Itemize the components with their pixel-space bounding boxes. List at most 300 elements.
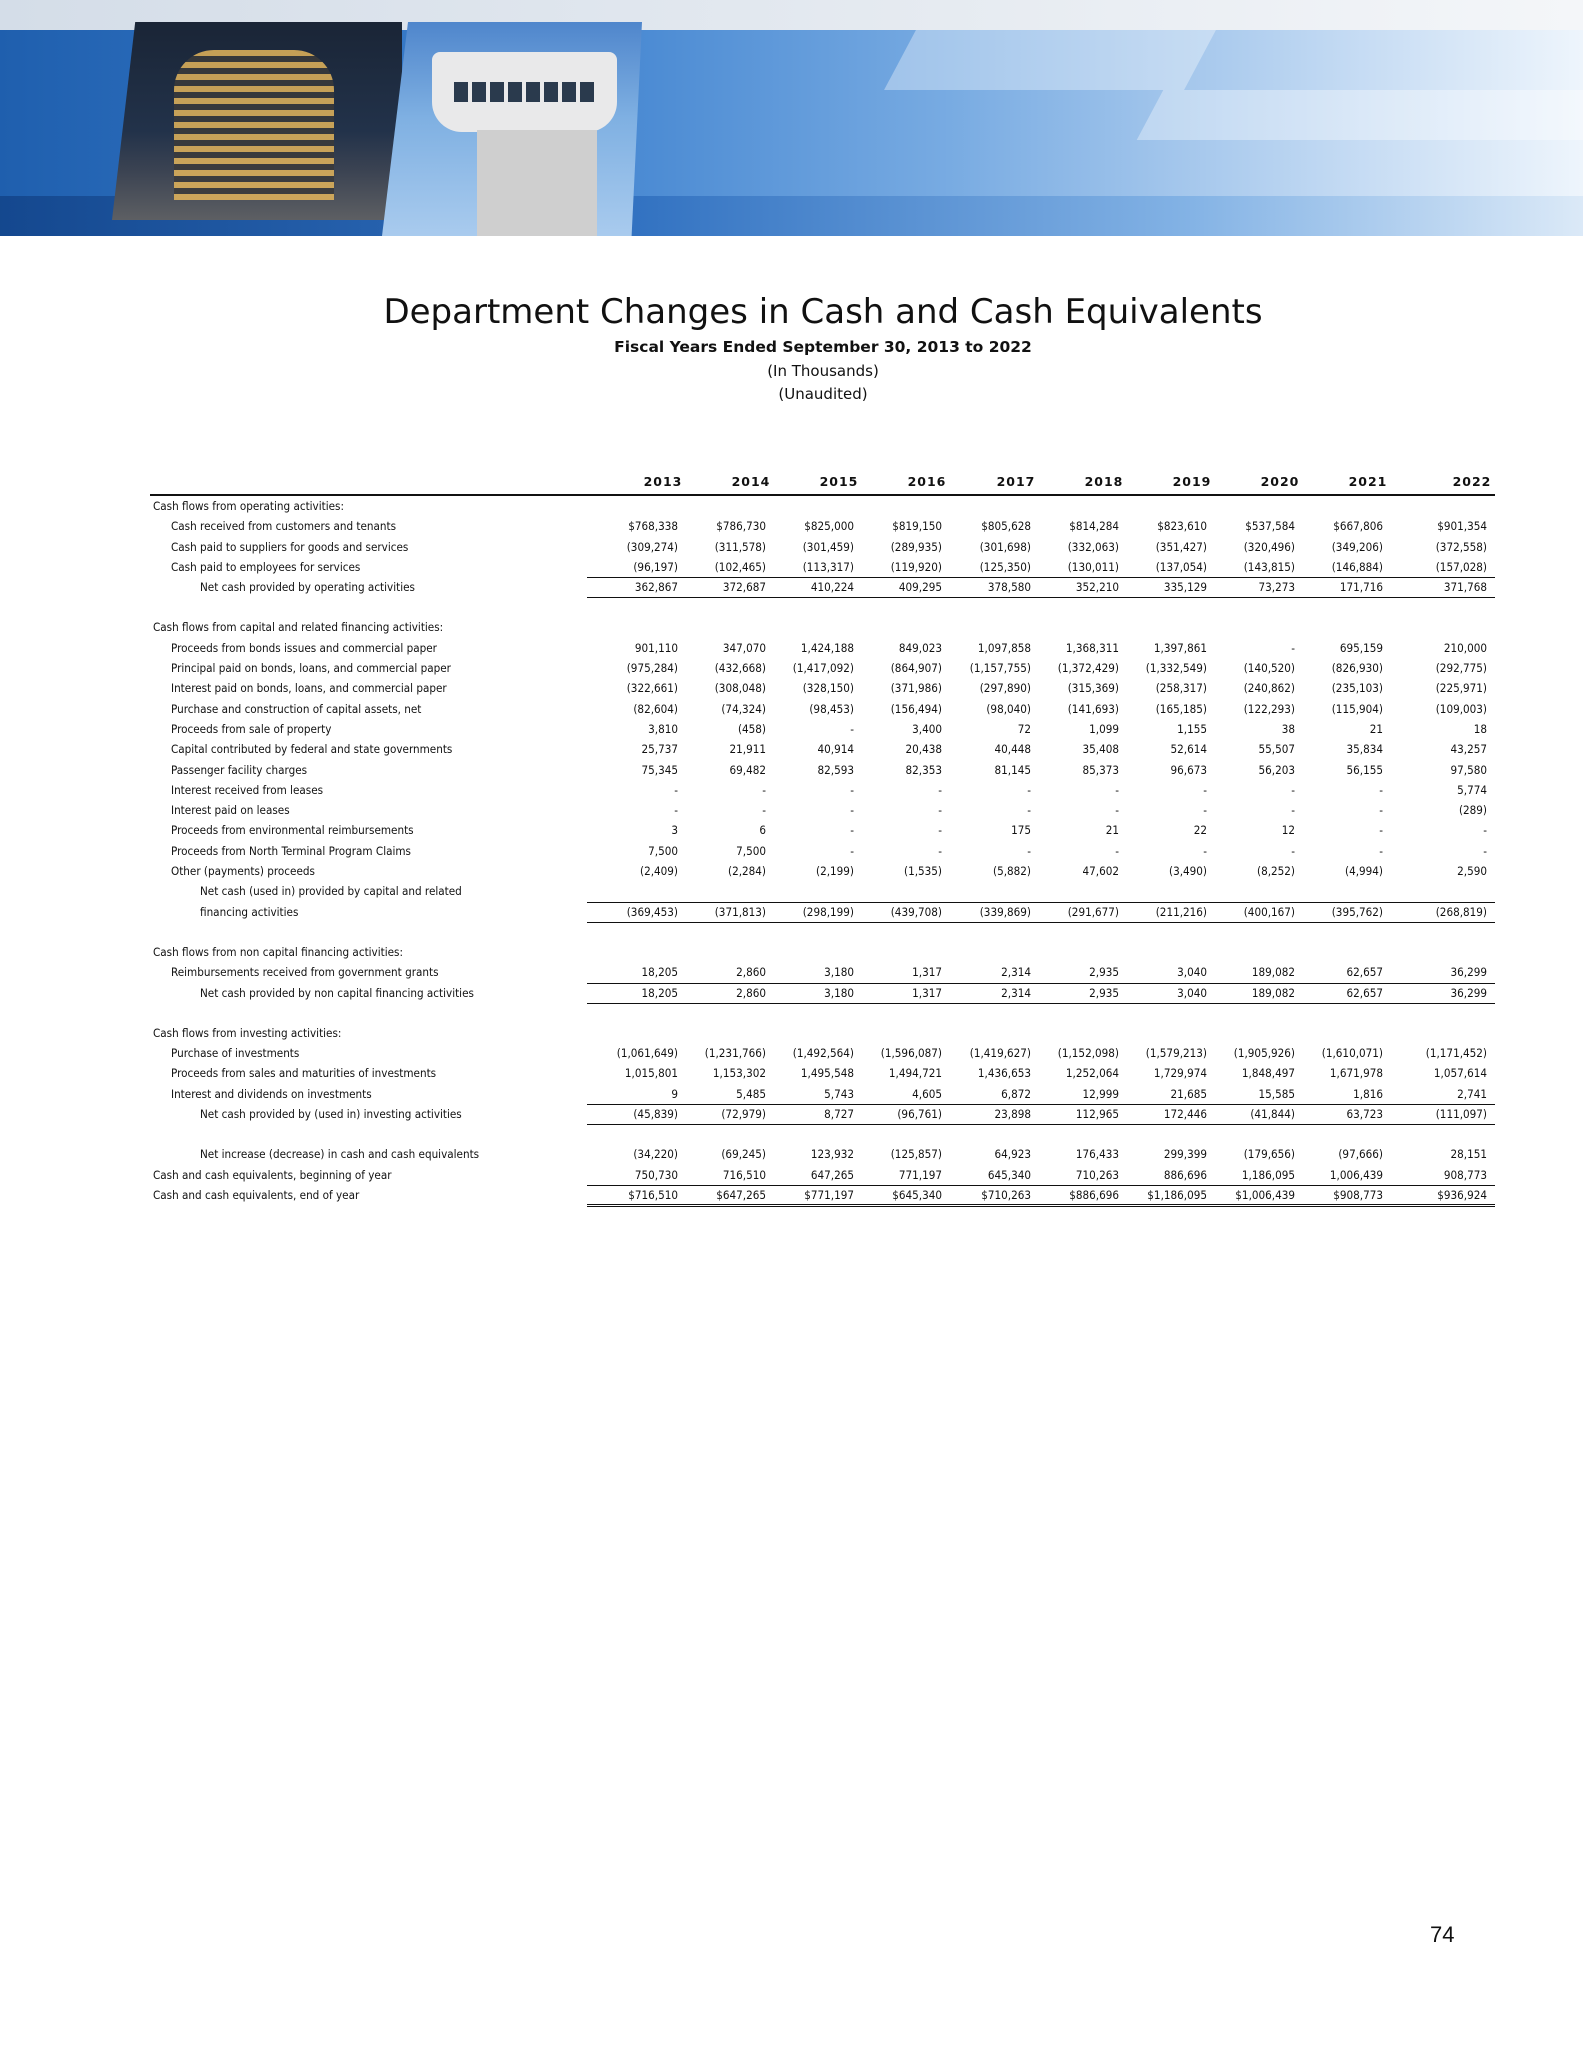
cell-2021: 695,159 <box>1339 640 1383 655</box>
cell-2019: $823,610 <box>1157 519 1207 534</box>
cell-2014: 5,485 <box>736 1086 766 1101</box>
table-row <box>150 739 1495 759</box>
cell-2018: (291,677) <box>1067 904 1119 919</box>
cell-2022: 28,151 <box>1450 1147 1487 1162</box>
cell-2016: (125,857) <box>890 1147 942 1162</box>
row-label: Cash flows from non capital financing activities: <box>153 944 403 959</box>
cell-2021: (235,103) <box>1331 681 1383 696</box>
cell-2014: 2,860 <box>736 965 766 980</box>
cell-2020: (41,844) <box>1250 1107 1295 1122</box>
cell-2022: $901,354 <box>1437 519 1487 534</box>
cell-2020: - <box>1291 640 1295 655</box>
cell-2022: 36,299 <box>1450 965 1487 980</box>
table-row <box>150 699 1495 719</box>
cell-2018: (1,152,098) <box>1057 1046 1119 1061</box>
cell-2015: 3,180 <box>824 965 854 980</box>
cell-2019: (3,490) <box>1169 864 1207 879</box>
cell-2018: 2,935 <box>1089 985 1119 1000</box>
cell-2020: 38 <box>1281 721 1295 736</box>
cell-2014: 21,911 <box>729 742 766 757</box>
table-row <box>150 658 1495 678</box>
cell-2019: - <box>1203 782 1207 797</box>
cell-2022: (225,971) <box>1435 681 1487 696</box>
cell-2014: (458) <box>737 721 766 736</box>
cell-2021: 62,657 <box>1346 985 1383 1000</box>
row-label: financing activities <box>200 904 299 919</box>
cell-2022: (1,171,452) <box>1425 1046 1487 1061</box>
cell-2019: $1,186,095 <box>1147 1187 1207 1202</box>
total-bottom-rule <box>587 1204 1495 1207</box>
cell-2021: (4,994) <box>1345 864 1383 879</box>
total-row <box>150 902 1495 922</box>
cell-2017: (98,040) <box>986 701 1031 716</box>
cell-2019: 172,446 <box>1163 1107 1207 1122</box>
section-heading-row <box>150 942 1495 962</box>
cell-2016: $819,150 <box>892 519 942 534</box>
cell-2016: 20,438 <box>905 742 942 757</box>
cell-2015: $771,197 <box>804 1187 854 1202</box>
cell-2016: 3,400 <box>912 721 942 736</box>
row-label: Cash paid to suppliers for goods and services <box>171 539 409 554</box>
cell-2015: (328,150) <box>802 681 854 696</box>
cell-2019: 335,129 <box>1163 580 1207 595</box>
cell-2021: - <box>1379 823 1383 838</box>
cell-2014: $647,265 <box>716 1187 766 1202</box>
cell-2016: $645,340 <box>892 1187 942 1202</box>
cell-2019: 299,399 <box>1163 1147 1207 1162</box>
table-row <box>150 557 1495 577</box>
cell-2017: (339,869) <box>979 904 1031 919</box>
cell-2016: - <box>938 803 942 818</box>
cell-2014: 69,482 <box>729 762 766 777</box>
table-row <box>150 516 1495 536</box>
cell-2016: (864,907) <box>890 661 942 676</box>
cell-2014: 347,070 <box>722 640 766 655</box>
row-label: Interest and dividends on investments <box>171 1086 372 1101</box>
total-top-rule <box>587 577 1495 578</box>
cell-2018: (332,063) <box>1067 539 1119 554</box>
cell-2018: (1,372,429) <box>1057 661 1119 676</box>
cell-2014: 2,860 <box>736 985 766 1000</box>
table-row <box>150 861 1495 881</box>
cell-2019: 886,696 <box>1163 1167 1207 1182</box>
row-label: Net cash provided by non capital financing activities <box>200 985 474 1000</box>
cell-2013: 18,205 <box>641 985 678 1000</box>
row-label: Capital contributed by federal and state governments <box>171 742 453 757</box>
year-header-2021: 2021 <box>1348 474 1388 489</box>
cell-2013: (82,604) <box>633 701 678 716</box>
row-label: Interest paid on bonds, loans, and commercial paper <box>171 681 447 696</box>
table-body <box>150 496 1495 1205</box>
cell-2022: 1,057,614 <box>1433 1066 1487 1081</box>
cell-2020: (140,520) <box>1243 661 1295 676</box>
cell-2019: (1,579,213) <box>1145 1046 1207 1061</box>
cell-2020: (240,862) <box>1243 681 1295 696</box>
cell-2021: (349,206) <box>1331 539 1383 554</box>
cell-2018: 1,368,311 <box>1065 640 1119 655</box>
audit-status-note: (Unaudited) <box>778 385 868 403</box>
table-row <box>150 760 1495 780</box>
table-row <box>150 719 1495 739</box>
cell-2014: 716,510 <box>722 1167 766 1182</box>
cell-2022: (289) <box>1458 803 1487 818</box>
year-header-2017: 2017 <box>996 474 1036 489</box>
cell-2018: $814,284 <box>1069 519 1119 534</box>
cell-2018: - <box>1115 782 1119 797</box>
cell-2016: (289,935) <box>890 539 942 554</box>
cell-2020: $537,584 <box>1245 519 1295 534</box>
total-top-rule <box>587 1185 1495 1186</box>
cell-2017: 2,314 <box>1001 985 1031 1000</box>
cell-2014: (74,324) <box>721 701 766 716</box>
cell-2015: (2,199) <box>816 864 854 879</box>
cell-2016: 1,494,721 <box>888 1066 942 1081</box>
cell-2022: 18 <box>1473 721 1487 736</box>
row-label: Cash paid to employees for services <box>171 559 361 574</box>
cell-2013: (322,661) <box>626 681 678 696</box>
cell-2015: - <box>850 823 854 838</box>
cell-2017: (297,890) <box>979 681 1031 696</box>
cell-2017: $710,263 <box>981 1187 1031 1202</box>
cell-2020: (1,905,926) <box>1233 1046 1295 1061</box>
table-row <box>150 638 1495 658</box>
cell-2013: 18,205 <box>641 965 678 980</box>
cell-2015: 40,914 <box>817 742 854 757</box>
cell-2015: (1,417,092) <box>792 661 854 676</box>
cash-flow-table <box>150 472 1495 1205</box>
row-label: Net cash (used in) provided by capital and related <box>200 884 462 899</box>
cell-2018: 2,935 <box>1089 965 1119 980</box>
control-tower-base <box>477 130 597 236</box>
cell-2014: (69,245) <box>721 1147 766 1162</box>
cell-2016: 409,295 <box>898 580 942 595</box>
table-row <box>150 962 1495 982</box>
cell-2016: (156,494) <box>890 701 942 716</box>
cell-2013: $716,510 <box>628 1187 678 1202</box>
cell-2013: (1,061,649) <box>616 1046 678 1061</box>
cell-2017: 23,898 <box>994 1107 1031 1122</box>
cell-2021: $908,773 <box>1333 1187 1383 1202</box>
cell-2014: - <box>762 782 766 797</box>
cell-2021: (97,666) <box>1338 1147 1383 1162</box>
cell-2014: (311,578) <box>714 539 766 554</box>
control-tower-photo <box>382 22 642 236</box>
cell-2015: 1,495,548 <box>800 1066 854 1081</box>
cell-2020: 189,082 <box>1251 985 1295 1000</box>
cell-2018: 710,263 <box>1075 1167 1119 1182</box>
cell-2013: (369,453) <box>626 904 678 919</box>
cell-2019: (165,185) <box>1155 701 1207 716</box>
year-header-2016: 2016 <box>907 474 947 489</box>
cell-2017: $805,628 <box>981 519 1031 534</box>
cell-2020: - <box>1291 803 1295 818</box>
row-label: Principal paid on bonds, loans, and commercial paper <box>171 661 451 676</box>
row-label: Cash and cash equivalents, end of year <box>153 1187 360 1202</box>
page-subtitle: Fiscal Years Ended September 30, 2013 to 2022 <box>614 338 1032 356</box>
row-label: Proceeds from North Terminal Program Claims <box>171 843 411 858</box>
cell-2017: 1,436,653 <box>977 1066 1031 1081</box>
cell-2019: 1,397,861 <box>1153 640 1207 655</box>
cell-2020: (143,815) <box>1243 559 1295 574</box>
cell-2017: 6,872 <box>1001 1086 1031 1101</box>
row-label: Proceeds from sale of property <box>171 721 332 736</box>
year-header-2020: 2020 <box>1260 474 1300 489</box>
cell-2013: (309,274) <box>626 539 678 554</box>
cell-2020: 55,507 <box>1258 742 1295 757</box>
cell-2014: 1,153,302 <box>712 1066 766 1081</box>
year-header-2015: 2015 <box>819 474 859 489</box>
cell-2022: 36,299 <box>1450 985 1487 1000</box>
cell-2016: - <box>938 782 942 797</box>
cell-2013: (2,409) <box>640 864 678 879</box>
cell-2015: 123,932 <box>810 1147 854 1162</box>
cell-2019: (351,427) <box>1155 539 1207 554</box>
cell-2017: - <box>1027 843 1031 858</box>
cell-2013: 7,500 <box>648 843 678 858</box>
cell-2018: 112,965 <box>1075 1107 1119 1122</box>
cell-2022: 97,580 <box>1450 762 1487 777</box>
cell-2014: (432,668) <box>714 661 766 676</box>
row-label: Cash flows from operating activities: <box>153 499 344 513</box>
cell-2022: 371,768 <box>1443 580 1487 595</box>
section-heading-row <box>150 617 1495 637</box>
cell-2020: 1,186,095 <box>1241 1167 1295 1182</box>
cell-2021: 62,657 <box>1346 965 1383 980</box>
cell-2013: (975,284) <box>626 661 678 676</box>
cell-2016: - <box>938 823 942 838</box>
cell-2021: 1,006,439 <box>1329 1167 1383 1182</box>
section-heading-row <box>150 1023 1495 1043</box>
cell-2020: (400,167) <box>1243 904 1295 919</box>
cell-2015: (301,459) <box>802 539 854 554</box>
cell-2016: (119,920) <box>890 559 942 574</box>
cell-2019: 22 <box>1193 823 1207 838</box>
cell-2018: 176,433 <box>1075 1147 1119 1162</box>
cell-2022: $936,924 <box>1437 1187 1487 1202</box>
cell-2013: 75,345 <box>641 762 678 777</box>
cell-2017: (5,882) <box>993 864 1031 879</box>
cell-2022: (111,097) <box>1435 1107 1487 1122</box>
cell-2018: 12,999 <box>1082 1086 1119 1101</box>
cell-2015: 647,265 <box>810 1167 854 1182</box>
cell-2020: 12 <box>1281 823 1295 838</box>
cell-2021: 171,716 <box>1339 580 1383 595</box>
cell-2013: - <box>674 782 678 797</box>
cell-2014: - <box>762 803 766 818</box>
year-header-2019: 2019 <box>1172 474 1212 489</box>
cell-2022: 2,590 <box>1457 864 1487 879</box>
cell-2019: 1,729,974 <box>1153 1066 1207 1081</box>
cell-2016: 849,023 <box>898 640 942 655</box>
cell-2014: (308,048) <box>714 681 766 696</box>
cell-2018: $886,696 <box>1069 1187 1119 1202</box>
cell-2019: 1,155 <box>1177 721 1207 736</box>
table-row <box>150 1144 1495 1164</box>
table-row <box>150 800 1495 820</box>
section-heading-row <box>150 496 1495 516</box>
cell-2015: - <box>850 721 854 736</box>
cell-2015: (298,199) <box>802 904 854 919</box>
cell-2016: (96,761) <box>897 1107 942 1122</box>
row-label: Cash received from customers and tenants <box>171 519 397 534</box>
cell-2021: (1,610,071) <box>1321 1046 1383 1061</box>
cell-2020: (179,656) <box>1243 1147 1295 1162</box>
cell-2015: 3,180 <box>824 985 854 1000</box>
cell-2016: (1,596,087) <box>880 1046 942 1061</box>
cell-2017: 175 <box>1011 823 1031 838</box>
spacer-row <box>150 1124 1495 1144</box>
row-label: Cash flows from investing activities: <box>153 1025 342 1040</box>
cell-2015: (1,492,564) <box>792 1046 854 1061</box>
cell-2014: (72,979) <box>721 1107 766 1122</box>
header-banner <box>0 0 1583 236</box>
cell-2018: (315,369) <box>1067 681 1119 696</box>
row-label: Passenger facility charges <box>171 762 308 777</box>
row-label: Purchase and construction of capital assets, net <box>171 701 422 716</box>
cell-2021: 21 <box>1369 721 1383 736</box>
row-label: Net cash provided by (used in) investing activities <box>200 1107 462 1122</box>
cell-2022: - <box>1483 823 1487 838</box>
cell-2018: - <box>1115 803 1119 818</box>
cell-2013: (96,197) <box>633 559 678 574</box>
cell-2019: 3,040 <box>1177 985 1207 1000</box>
cell-2016: 1,317 <box>912 985 942 1000</box>
cell-2018: (130,011) <box>1067 559 1119 574</box>
cell-2013: - <box>674 803 678 818</box>
cell-2016: 4,605 <box>912 1086 942 1101</box>
cell-2021: 1,816 <box>1353 1086 1383 1101</box>
cell-2017: (1,419,627) <box>969 1046 1031 1061</box>
row-label: Reimbursements received from government grants <box>171 965 439 980</box>
total-row <box>150 1104 1495 1124</box>
cell-2013: 1,015,801 <box>624 1066 678 1081</box>
cell-2018: 1,252,064 <box>1065 1066 1119 1081</box>
cell-2015: (113,317) <box>802 559 854 574</box>
cell-2017: (301,698) <box>979 539 1031 554</box>
cell-2021: - <box>1379 843 1383 858</box>
cell-2022: - <box>1483 843 1487 858</box>
row-label: Interest received from leases <box>171 782 324 797</box>
row-label: Interest paid on leases <box>171 803 290 818</box>
cell-2019: - <box>1203 843 1207 858</box>
cell-2017: (125,350) <box>979 559 1031 574</box>
banner-stripe <box>884 30 1216 90</box>
cell-2013: 3 <box>671 823 678 838</box>
cell-2019: 96,673 <box>1170 762 1207 777</box>
cell-2019: (137,054) <box>1155 559 1207 574</box>
cell-2016: - <box>938 843 942 858</box>
year-header-2022: 2022 <box>1452 474 1492 489</box>
cell-2016: 82,353 <box>905 762 942 777</box>
spacer-row <box>150 922 1495 942</box>
total-row <box>150 577 1495 597</box>
cell-2018: 47,602 <box>1082 864 1119 879</box>
row-label: Purchase of investments <box>171 1046 300 1061</box>
table-row <box>150 841 1495 861</box>
row-label: Cash and cash equivalents, beginning of year <box>153 1167 392 1182</box>
year-header-2013: 2013 <box>643 474 683 489</box>
table-row <box>150 1043 1495 1063</box>
cell-2013: 25,737 <box>641 742 678 757</box>
total-top-rule <box>587 902 1495 903</box>
row-label: Proceeds from environmental reimbursements <box>171 823 414 838</box>
cell-2020: 189,082 <box>1251 965 1295 980</box>
table-row <box>150 820 1495 840</box>
total-row <box>150 1185 1495 1205</box>
banner-stripe <box>1137 90 1583 140</box>
cell-2022: (372,558) <box>1435 539 1487 554</box>
cell-2017: (1,157,755) <box>969 661 1031 676</box>
cell-2013: 362,867 <box>634 580 678 595</box>
cell-2013: 901,110 <box>634 640 678 655</box>
cell-2022: 210,000 <box>1443 640 1487 655</box>
cell-2018: 35,408 <box>1082 742 1119 757</box>
cell-2021: 1,671,978 <box>1329 1066 1383 1081</box>
cell-2022: 2,741 <box>1457 1086 1487 1101</box>
cell-2015: 82,593 <box>817 762 854 777</box>
cell-2020: 15,585 <box>1258 1086 1295 1101</box>
cell-2017: 645,340 <box>987 1167 1031 1182</box>
cell-2020: - <box>1291 843 1295 858</box>
control-tower-windows <box>454 82 594 102</box>
cell-2018: (141,693) <box>1067 701 1119 716</box>
cell-2017: 81,145 <box>994 762 1031 777</box>
page-number: 74 <box>1430 1922 1455 1947</box>
cell-2021: 35,834 <box>1346 742 1383 757</box>
cell-2020: 73,273 <box>1258 580 1295 595</box>
cell-2019: (258,317) <box>1155 681 1207 696</box>
table-row <box>150 881 1495 901</box>
cell-2018: 1,099 <box>1089 721 1119 736</box>
terminal-building <box>174 50 334 200</box>
cell-2017: - <box>1027 782 1031 797</box>
cell-2015: 410,224 <box>810 580 854 595</box>
cell-2015: - <box>850 843 854 858</box>
cell-2013: 9 <box>671 1086 678 1101</box>
cell-2015: $825,000 <box>804 519 854 534</box>
cell-2021: (115,904) <box>1331 701 1383 716</box>
cell-2019: 52,614 <box>1170 742 1207 757</box>
cell-2013: (34,220) <box>633 1147 678 1162</box>
table-row <box>150 1063 1495 1083</box>
row-label: Other (payments) proceeds <box>171 864 315 879</box>
cell-2020: 1,848,497 <box>1241 1066 1295 1081</box>
cell-2020: - <box>1291 782 1295 797</box>
cell-2013: (45,839) <box>633 1107 678 1122</box>
cell-2021: - <box>1379 782 1383 797</box>
cell-2021: (395,762) <box>1331 904 1383 919</box>
cell-2022: 43,257 <box>1450 742 1487 757</box>
cell-2019: - <box>1203 803 1207 818</box>
row-label: Proceeds from bonds issues and commercial paper <box>171 640 437 655</box>
cell-2021: - <box>1379 803 1383 818</box>
cell-2018: - <box>1115 843 1119 858</box>
cell-2016: 771,197 <box>898 1167 942 1182</box>
cell-2020: $1,006,439 <box>1235 1187 1295 1202</box>
total-top-rule <box>587 1104 1495 1105</box>
cell-2020: (8,252) <box>1257 864 1295 879</box>
cell-2022: (292,775) <box>1435 661 1487 676</box>
cell-2017: 64,923 <box>994 1147 1031 1162</box>
cell-2014: $786,730 <box>716 519 766 534</box>
cell-2021: (826,930) <box>1331 661 1383 676</box>
cell-2017: 1,097,858 <box>977 640 1031 655</box>
cell-2015: - <box>850 782 854 797</box>
row-label: Net increase (decrease) in cash and cash equivalents <box>200 1147 480 1162</box>
cell-2017: 2,314 <box>1001 965 1031 980</box>
cell-2022: 5,774 <box>1457 782 1487 797</box>
year-header-2018: 2018 <box>1084 474 1124 489</box>
